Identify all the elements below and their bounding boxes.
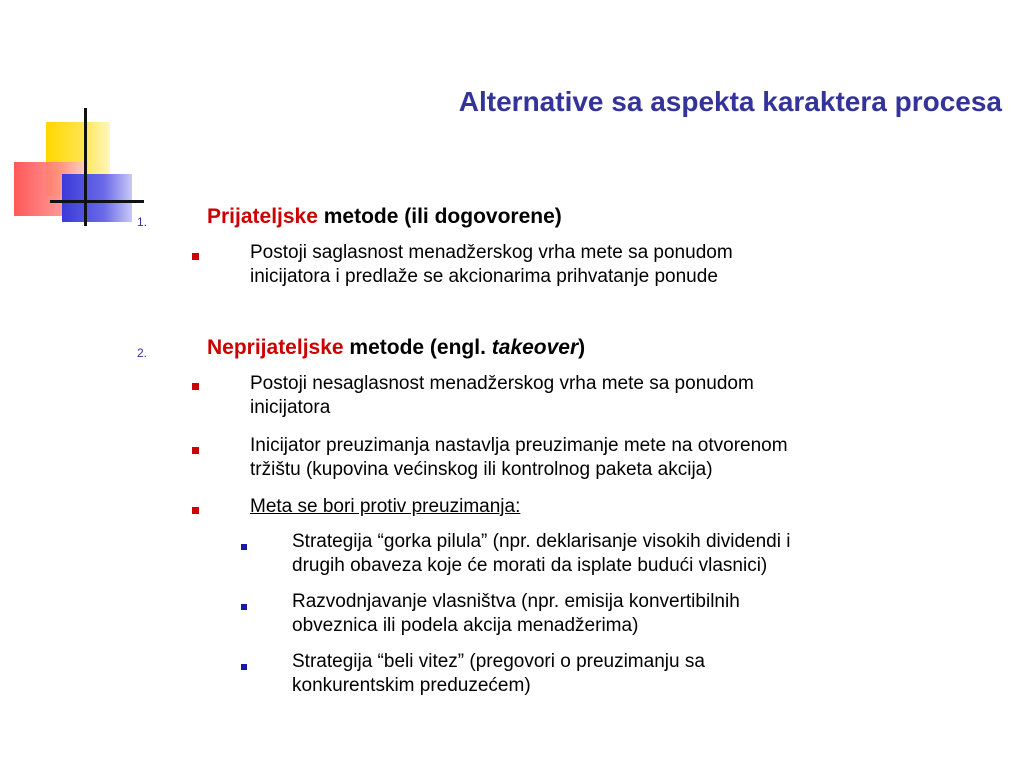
heading-red-word: Neprijateljske <box>207 336 344 359</box>
bullet-square-icon <box>192 507 199 514</box>
list-item-line: konkurentskim preduzećem) <box>292 675 531 696</box>
bullet-square-icon <box>192 447 199 454</box>
vertical-line <box>84 108 87 226</box>
list-item-line: Postoji saglasnost menadžerskog vrha mete sa ponudom <box>250 242 733 263</box>
bullet-square-icon <box>192 383 199 390</box>
list-item-line: Inicijator preuzimanja nastavlja preuzimanje mete na otvorenom <box>250 435 788 456</box>
list-item-line: Meta se bori protiv preuzimanja: <box>250 496 521 517</box>
list-item-line: Razvodnjavanje vlasništva (npr. emisija konvertibilnih <box>292 591 740 612</box>
list-item-line: drugih obaveza koje će morati da isplate budući vlasnici) <box>292 555 768 576</box>
bullet-square-icon <box>241 604 247 610</box>
horizontal-line <box>50 200 144 203</box>
list-item-line: obveznica ili podela akcija menadžerima) <box>292 615 639 636</box>
heading-rest: metode (ili dogovorene) <box>317 205 562 228</box>
heading-close: ) <box>578 336 586 359</box>
list-item <box>250 241 733 289</box>
heading-italic: takeover <box>491 336 579 359</box>
list-item <box>292 650 705 698</box>
list-item <box>250 495 520 519</box>
list-item-line: Postoji nesaglasnost menadžerskog vrha mete sa ponudom <box>250 373 754 394</box>
list-heading-1 <box>207 205 562 229</box>
list-heading-2 <box>207 336 585 360</box>
list-number-1: 1. <box>137 215 148 229</box>
bullet-square-icon <box>192 253 199 260</box>
list-item <box>292 530 790 578</box>
decorative-logo <box>0 100 140 240</box>
blue-square <box>62 174 132 222</box>
heading-red-word: Prijateljske <box>207 205 318 228</box>
list-item-line: tržištu (kupovina većinskog ili kontrolnog paketa akcija) <box>250 459 713 480</box>
list-item-line: inicijatora i predlaže se akcionarima prihvatanje ponude <box>250 266 718 287</box>
list-item-line: Strategija “gorka pilula” (npr. deklarisanje visokih dividendi i <box>292 531 791 552</box>
list-number-2: 2. <box>137 346 148 360</box>
list-item <box>250 372 754 420</box>
bullet-square-icon <box>241 544 247 550</box>
list-item-line: Strategija “beli vitez” (pregovori o preuzimanju sa <box>292 651 705 672</box>
heading-rest: metode (engl. <box>343 336 492 359</box>
list-item <box>250 434 788 482</box>
slide-title: Alternative sa aspekta karaktera procesa <box>458 86 1002 117</box>
bullet-square-icon <box>241 664 247 670</box>
list-item-line: inicijatora <box>250 397 331 418</box>
list-item <box>292 590 740 638</box>
